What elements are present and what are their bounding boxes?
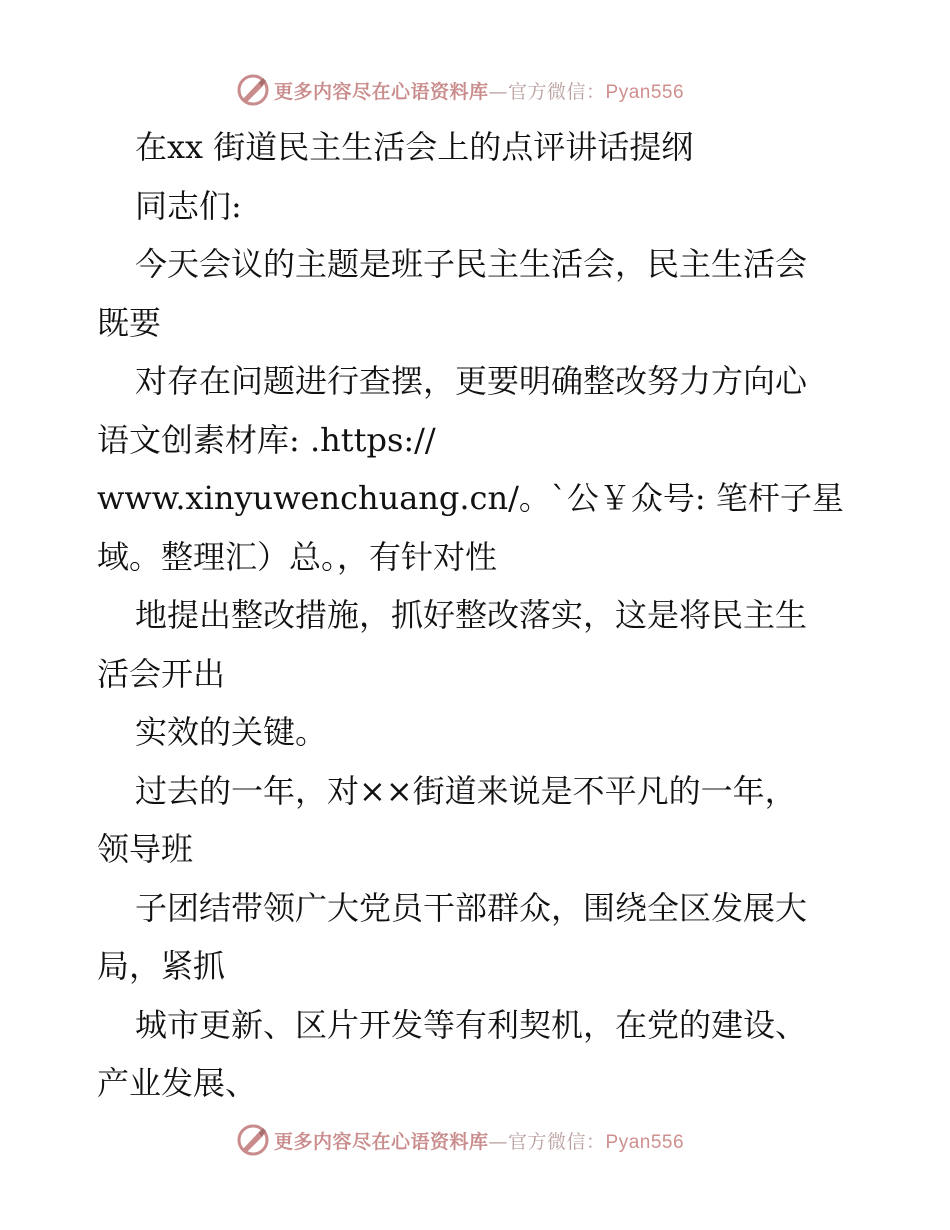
pen-logo-icon [236, 73, 270, 107]
watermark-text [274, 77, 684, 104]
text-line: 既要 [97, 303, 162, 342]
text-line: www.xinyuwenchuang.cn/。`公￥众号: 笔杆子星 [97, 479, 844, 517]
footer-watermark [236, 1122, 684, 1158]
watermark-text [274, 1127, 684, 1154]
text-line: 产业发展、 [97, 1064, 258, 1102]
text-line: 领导班 [97, 830, 194, 868]
text-line: 局，紧抓 [97, 947, 226, 985]
text-line: 对存在问题进行查摆，更要明确整改努力方向心 [135, 362, 808, 400]
watermark-account: Pyan556 [605, 81, 685, 103]
watermark-dash: — [488, 1130, 509, 1153]
text-line: 同志们: [135, 186, 242, 225]
document-body [97, 118, 857, 1113]
watermark-dash: — [488, 80, 509, 103]
watermark-official: 官方微信： [508, 1130, 606, 1153]
header-watermark [236, 72, 684, 108]
text-line: 语文创素材库: .https:// [97, 420, 436, 459]
text-line: 今天会议的主题是班子民主生活会，民主生活会 [135, 245, 808, 283]
text-line: 活会开出 [97, 654, 226, 693]
text-line: 地提出整改措施，抓好整改落实，这是将民主生 [135, 596, 808, 634]
watermark-official: 官方微信： [508, 80, 606, 103]
text-line: 过去的一年，对××街道来说是不平凡的一年， [135, 771, 797, 810]
text-line: 域。整理汇）总。，有针对性 [97, 537, 498, 576]
watermark-account: Pyan556 [605, 1131, 685, 1153]
text-line: 实效的关键。 [135, 713, 328, 751]
text-line: 在xx 街道民主生活会上的点评讲话提纲 [135, 128, 694, 166]
text-line: 城市更新、区片开发等有利契机，在党的建设、 [135, 1005, 808, 1044]
text-line: 子团结带领广大党员干部群众，围绕全区发展大 [135, 888, 808, 927]
watermark-main: 更多内容尽在心语资料库 [274, 80, 489, 103]
watermark-main: 更多内容尽在心语资料库 [274, 1130, 489, 1153]
pen-logo-icon [236, 1123, 270, 1157]
